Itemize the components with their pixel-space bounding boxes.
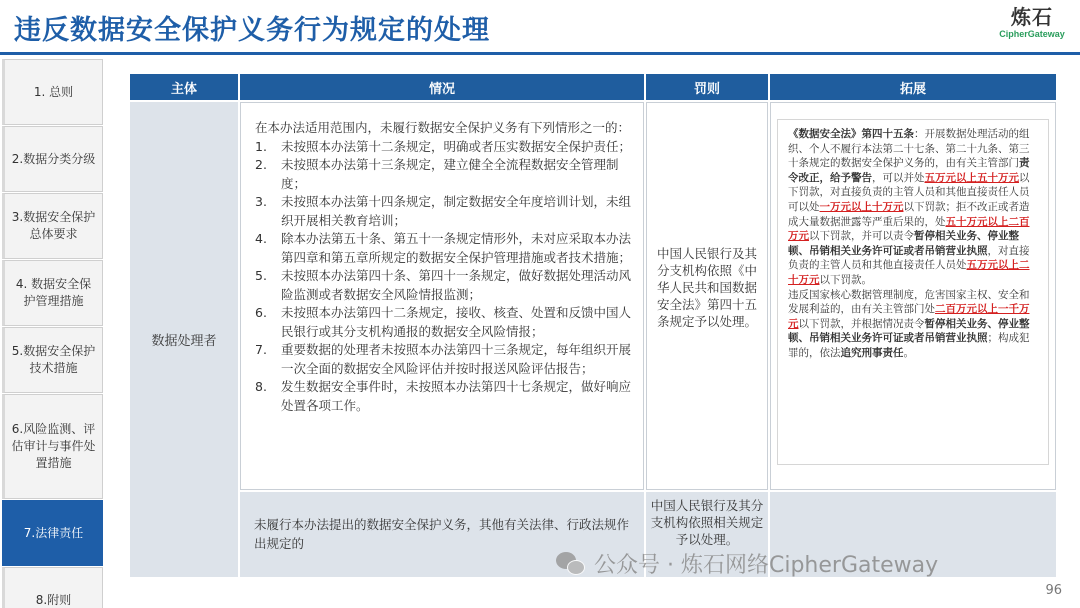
penalty-cell-2: 中国人民银行及其分支机构依照相关规定予以处理。 bbox=[646, 492, 768, 577]
page-title: 违反数据安全保护义务行为规定的处理 bbox=[14, 15, 490, 46]
logo-text-en: CipherGateway bbox=[999, 29, 1065, 39]
law-paragraph-2: 违反国家核心数据管理制度，危害国家主权、安全和发展利益的，由有关主管部门处二百万元以上一千万元以下罚款，并根据情况责令暂停相关业务、停业整顿、吊销相关业务许可证或者吊销营业执照；构成犯罪的，依法追究刑事责任。 bbox=[788, 288, 1030, 359]
sidebar-item-general[interactable]: 1. 总则 bbox=[2, 59, 103, 125]
liability-table bbox=[130, 74, 1056, 577]
header-subject: 主体 bbox=[130, 74, 238, 100]
subject-cell: 数据处理者 bbox=[130, 102, 238, 577]
table-header bbox=[130, 74, 1056, 100]
wechat-watermark bbox=[556, 548, 938, 579]
header-situation: 情况 bbox=[240, 74, 644, 100]
chapter-sidebar bbox=[2, 59, 103, 608]
list-item: 6. 未按照本办法第四十二条规定，接收、核查、处置和反馈中国人民银行或其分支机构通报的数据安全风险情报； bbox=[255, 305, 632, 339]
title-divider bbox=[0, 52, 1080, 55]
sidebar-item-overall-requirements[interactable]: 3.数据安全保护总体要求 bbox=[2, 193, 103, 259]
list-item: 1. 未按照本办法第十二条规定，明确或者压实数据安全保护责任； bbox=[255, 138, 632, 154]
watermark-text: 公众号 · 炼石网络CipherGateway bbox=[594, 553, 939, 578]
page-number: 96 bbox=[1045, 583, 1062, 598]
situation-cell-2: 未履行本办法提出的数据安全保护义务，其他有关法律、行政法规作出规定的 bbox=[240, 492, 644, 577]
law-paragraph-1: 《数据安全法》第四十五条：开展数据处理活动的组织、个人不履行本法第二十七条、第二十九条、第三十条规定的数据安全保护义务的，由有关主管部门责令改正，给予警告，可以并处五万元以上五十万元以下罚款，对直接负责的主管人员和其他直接责任人员可以处一万元以上十万元以下罚款；拒不改正或者造成大量数据泄露等严重后果的，处五十万元以上二百万元以下罚款，并可以责令暂停相关业务、停业整顿、吊销相关业务许可证或者吊销营业执照，对直接负责的主管人员和其他直接责任人员处五万元以上二十万元以下罚款。 bbox=[788, 128, 1030, 286]
sidebar-item-supplementary[interactable]: 8.附则 bbox=[2, 567, 103, 608]
situation-intro: 在本办法适用范围内，未履行数据安全保护义务有下列情形之一的： bbox=[255, 120, 631, 135]
list-item: 7. 重要数据的处理者未按照本办法第四十三条规定，每年组织开展一次全面的数据安全风险评估并按时报送风险评估报告； bbox=[255, 342, 632, 376]
penalty-cell-1: 中国人民银行及其分支机构依照《中华人民共和国数据安全法》第四十五条规定予以处理。 bbox=[646, 102, 768, 490]
list-item: 2. 未按照本办法第十三条规定，建立健全全流程数据安全管理制度； bbox=[255, 157, 619, 191]
header-penalty: 罚则 bbox=[646, 74, 768, 100]
sidebar-item-risk-monitoring[interactable]: 6.风险监测、评估审计与事件处置措施 bbox=[2, 394, 103, 499]
sidebar-item-classification[interactable]: 2.数据分类分级 bbox=[2, 126, 103, 192]
list-item: 8. 发生数据安全事件时，未按照本办法第四十七条规定，做好响应处置各项工作。 bbox=[255, 379, 632, 413]
brand-logo bbox=[996, 6, 1068, 40]
list-item: 5. 未按照本办法第四十条、第四十一条规定，做好数据处理活动风险监测或者数据安全风险情报监测； bbox=[255, 268, 632, 302]
wechat-icon bbox=[556, 552, 586, 576]
list-item: 3. 未按照本办法第十四条规定，制定数据安全年度培训计划，未组织开展相关教育培训； bbox=[255, 194, 632, 228]
situation-cell-1 bbox=[240, 102, 644, 490]
sidebar-item-legal-liability[interactable]: 7.法律责任 bbox=[2, 500, 103, 566]
logo-text-cn: 炼石 bbox=[1011, 5, 1053, 29]
list-item: 4. 除本办法第五十条、第五十一条规定情形外，未对应采取本办法第四章和第五章所规定的数据安全保护管理措施或者技术措施； bbox=[255, 231, 632, 265]
law-excerpt-box bbox=[777, 119, 1049, 465]
extension-cell-1 bbox=[770, 102, 1056, 490]
header-extension: 拓展 bbox=[770, 74, 1056, 100]
sidebar-item-technical-measures[interactable]: 5.数据安全保护技术措施 bbox=[2, 327, 103, 393]
situation-list bbox=[255, 138, 633, 416]
sidebar-item-management-measures[interactable]: 4. 数据安全保护管理措施 bbox=[2, 260, 103, 326]
